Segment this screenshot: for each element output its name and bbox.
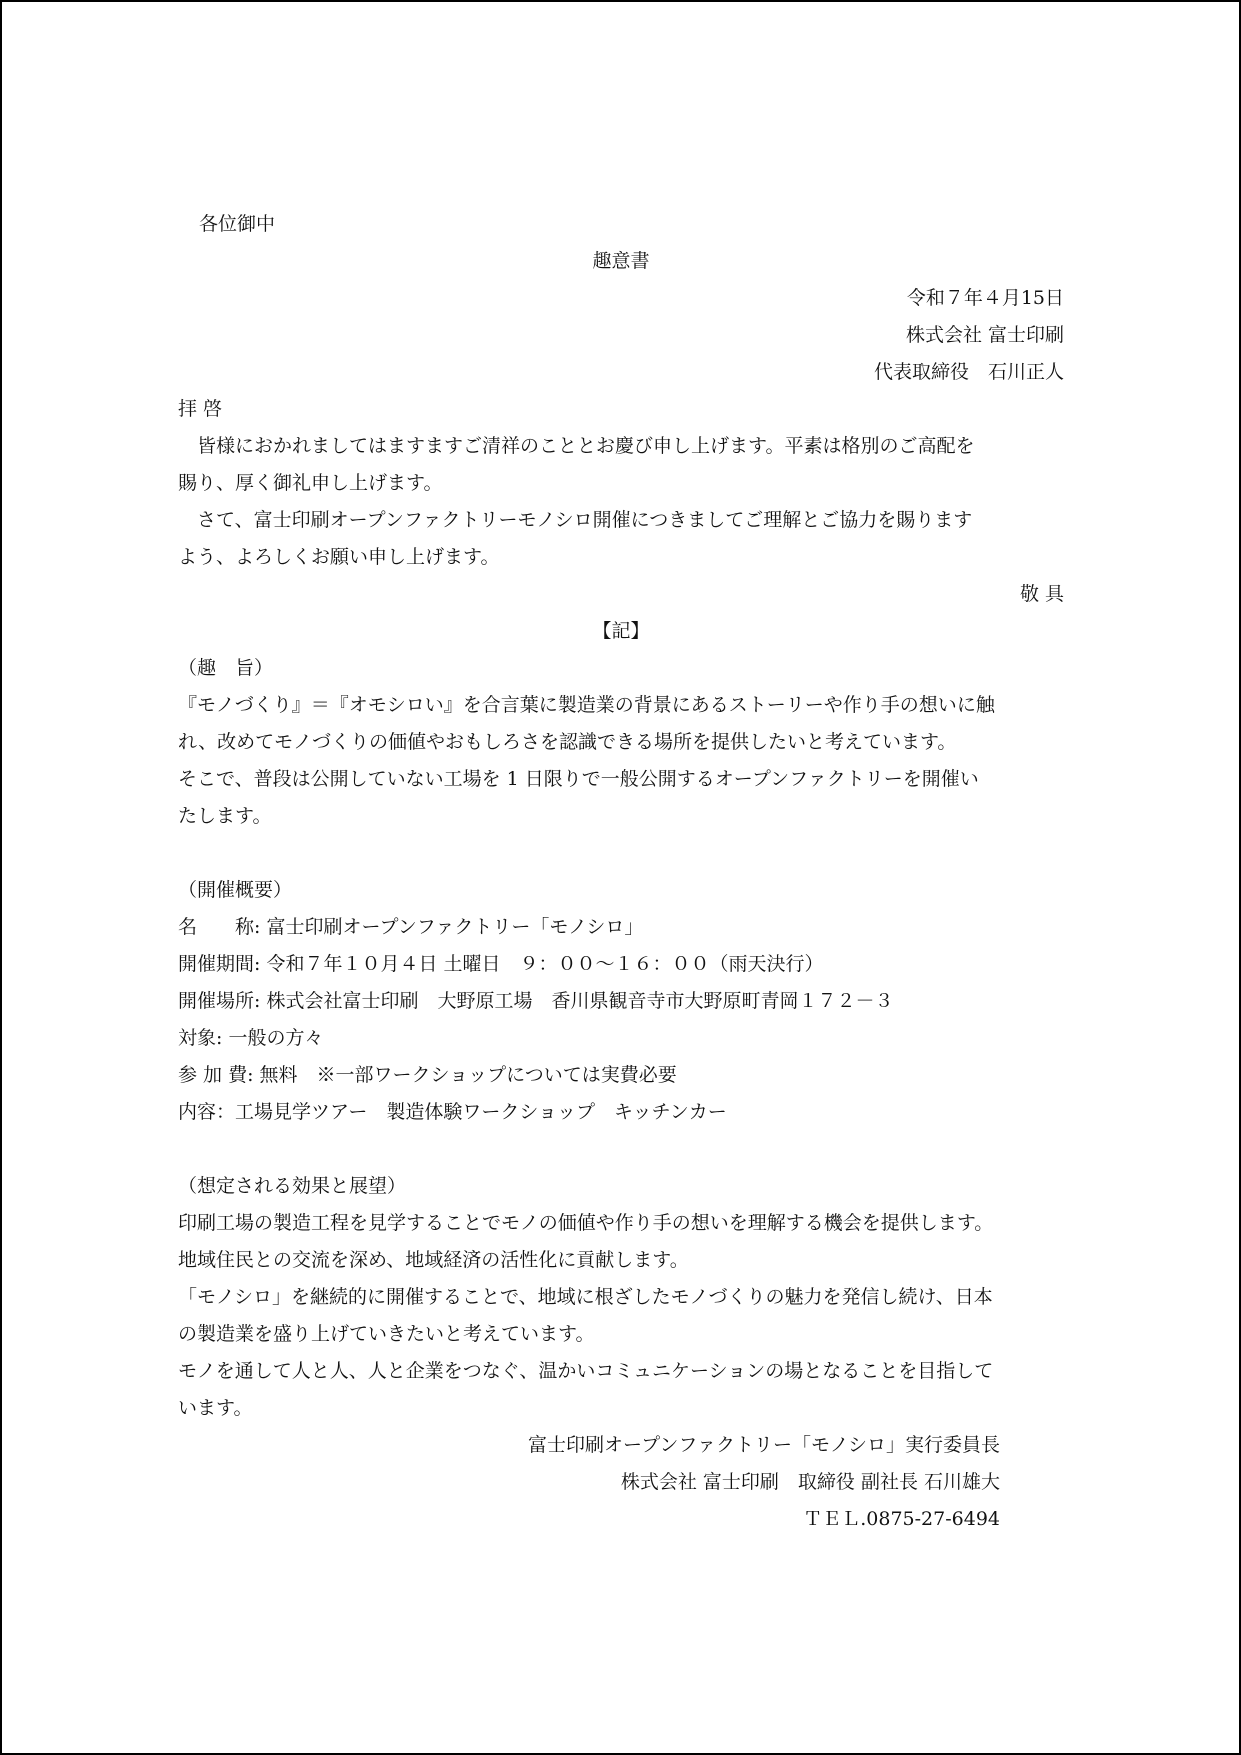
spacer — [178, 835, 1064, 872]
closing: 敬 具 — [1019, 583, 1064, 605]
overview-item-name: 名 称: 富士印刷オープンファクトリー「モノシロ」 — [178, 916, 644, 938]
sender-company: 株式会社 富士印刷 — [905, 324, 1064, 346]
ki-heading: 【記】 — [592, 620, 650, 642]
addressee: 各位御中 — [199, 213, 276, 235]
signature-person: 株式会社 富士印刷 取締役 副社長 石川雄大 — [620, 1471, 1000, 1493]
effects-line: 地域住民との交流を深め、地域経済の活性化に貢献します。 — [178, 1249, 689, 1271]
document-title: 趣意書 — [592, 250, 650, 272]
sender-representative: 代表取締役 石川正人 — [873, 361, 1064, 383]
effects-line: 印刷工場の製造工程を見学することでモノの価値や作り手の想いを理解する機会を提供します。 — [178, 1212, 994, 1234]
effects-line: の製造業を盛り上げていきたいと考えています。 — [178, 1323, 595, 1345]
document-body — [178, 206, 1064, 1538]
purpose-heading: （趣 旨） — [178, 657, 274, 679]
greeting-line: さて、富士印刷オープンファクトリーモノシロ開催につきましてご理解とご協力を賜ります — [178, 509, 973, 531]
purpose-line: 『モノづくり』＝『オモシロい』を合言葉に製造業の背景にあるストーリーや作り手の想いに触 — [178, 694, 995, 716]
spacer — [178, 1131, 1064, 1168]
signature-committee: 富士印刷オープンファクトリー「モノシロ」実行委員長 — [528, 1434, 1000, 1456]
purpose-line: そこで、普段は公開していない工場を 1 日限りで一般公開するオープンファクトリーを開催い — [178, 768, 979, 790]
effects-line: います。 — [178, 1397, 253, 1419]
effects-line: モノを通して人と人、人と企業をつなぐ、温かいコミュニケーションの場となることを目指して — [178, 1360, 994, 1382]
overview-item-target: 対象: 一般の方々 — [178, 1027, 324, 1049]
salutation: 拝 啓 — [178, 398, 223, 420]
signature-tel: ＴＥＬ.0875-27-6494 — [803, 1508, 1000, 1530]
overview-item-fee: 参 加 費: 無料 ※一部ワークショップについては実費必要 — [178, 1064, 677, 1086]
greeting-line: よう、よろしくお願い申し上げます。 — [178, 546, 500, 568]
effects-heading: （想定される効果と展望） — [178, 1175, 407, 1197]
greeting-line: 賜り、厚く御礼申し上げます。 — [178, 472, 443, 494]
purpose-line: たします。 — [178, 805, 272, 827]
overview-item-content: 内容：工場見学ツアー 製造体験ワークショップ キッチンカー — [178, 1101, 727, 1123]
overview-item-period: 開催期間: 令和７年１０月４日 土曜日 ９：００～１６：００（雨天決行） — [178, 953, 824, 975]
effects-line: 「モノシロ」を継続的に開催することで、地域に根ざしたモノづくりの魅力を発信し続け、日本 — [178, 1286, 993, 1308]
greeting-line: 皆様におかれましてはますますご清祥のこととお慶び申し上げます。平素は格別のご高配を — [178, 435, 975, 457]
overview-heading: （開催概要） — [178, 879, 293, 901]
overview-item-location: 開催場所: 株式会社富士印刷 大野原工場 香川県観音寺市大野原町青岡１７２－３ — [178, 990, 894, 1012]
date: 令和７年４月15日 — [906, 287, 1064, 309]
purpose-line: れ、改めてモノづくりの価値やおもしろさを認識できる場所を提供したいと考えています。 — [178, 731, 957, 753]
